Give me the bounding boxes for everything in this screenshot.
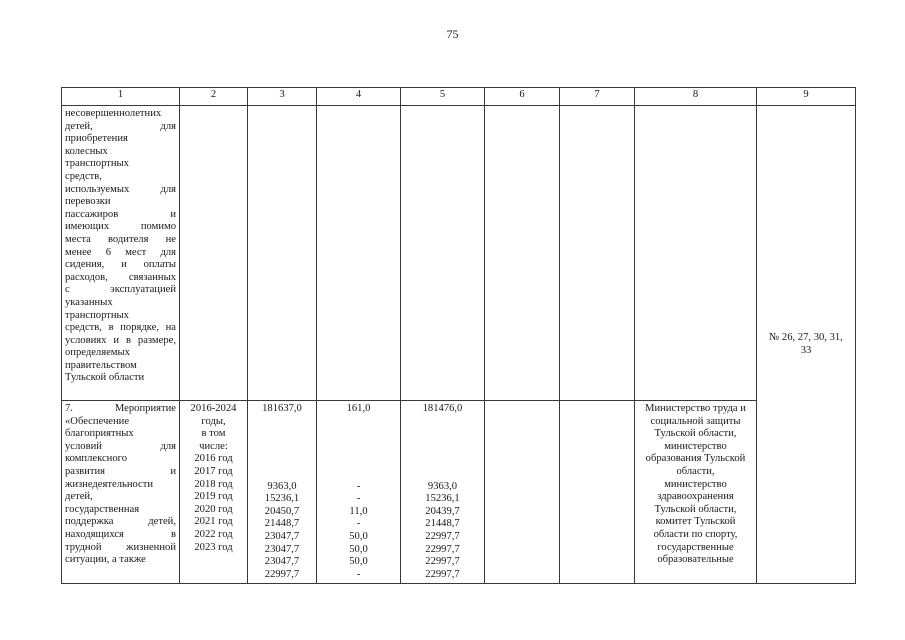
text-line: 20439,7	[425, 505, 460, 517]
text-line: трудной жизненной	[65, 541, 176, 553]
text-line: 22997,7	[425, 543, 460, 555]
references-text	[760, 332, 852, 357]
text-line: 22997,7	[425, 568, 460, 580]
regional-funding-cell	[401, 401, 485, 584]
values-list	[320, 481, 397, 582]
text-line: имеющих помимо	[65, 221, 176, 233]
text-line: средств,	[65, 170, 102, 182]
text-line: правительством	[65, 359, 137, 371]
empty-cell	[248, 106, 317, 401]
text-line: 2020 год	[194, 503, 233, 515]
text-line: № 26, 27, 30, 31,	[769, 332, 843, 344]
text-line: определяемых	[65, 347, 130, 359]
text-line: 7. Мероприятие	[65, 403, 176, 414]
text-line: 11,0	[349, 505, 368, 517]
header-row	[62, 88, 856, 106]
total-value: 181476,0	[422, 403, 463, 414]
text-line: 50,0	[349, 543, 368, 555]
empty-cell	[485, 106, 560, 401]
text-line: детей,	[65, 491, 93, 503]
values-list	[251, 481, 313, 582]
text-line: условий для	[65, 440, 176, 452]
executors-cell	[635, 401, 757, 584]
text-line: поддержка детей,	[65, 516, 176, 528]
text-line: 23047,7	[264, 530, 300, 542]
federal-funding-cell	[317, 401, 401, 584]
text-line: 22997,7	[425, 556, 460, 568]
header-cell: 3	[248, 88, 317, 106]
text-line: транспортных	[65, 309, 129, 321]
page-number: 75	[446, 27, 459, 41]
text-line: 15236,1	[425, 493, 460, 505]
text-line: 23047,7	[264, 556, 300, 568]
text-line: области,	[676, 465, 715, 477]
total-value: 161,0	[346, 403, 371, 414]
empty-cell	[560, 106, 635, 401]
text-line: государственная	[65, 503, 140, 515]
text-line: средств, в порядке, на	[65, 322, 176, 334]
description-cell	[62, 106, 180, 401]
total-funding-cell	[248, 401, 317, 584]
text-line: расходов, связанных	[65, 271, 176, 283]
text-line: жизнедеятельности	[65, 478, 154, 490]
text-line: 2016-2024	[190, 403, 237, 414]
years-list	[183, 453, 244, 554]
text-line: места водителя не	[65, 233, 176, 245]
text-line: годы,	[201, 415, 226, 427]
text-line: пассажиров и	[65, 208, 176, 220]
executors-text	[638, 403, 753, 567]
text-line: здравоохранения	[657, 491, 734, 503]
program-table	[61, 87, 856, 584]
text-line: детей, для	[65, 120, 176, 132]
text-line: используемых для	[65, 183, 176, 195]
text-line: с эксплуатацией	[65, 284, 176, 296]
text-line: -	[356, 493, 361, 505]
text-line: в том	[201, 428, 226, 440]
text-line: Министерство труда и	[645, 403, 746, 414]
total-value: 181637,0	[262, 403, 302, 414]
text-line: «Обеспечение	[65, 415, 130, 427]
empty-cell	[635, 106, 757, 401]
text-line: числе:	[199, 440, 228, 452]
text-line: 9363,0	[267, 480, 297, 492]
text-line: перевозки	[65, 196, 111, 208]
header-cell: 1	[62, 88, 180, 106]
text-line: 2023 год	[194, 541, 233, 553]
text-line: условиях и в размере,	[65, 334, 176, 346]
description-text	[65, 108, 176, 385]
text-line: несовершеннолетних	[65, 108, 162, 119]
text-line: -	[356, 568, 361, 580]
text-line: 33	[800, 344, 812, 356]
empty-cell	[485, 401, 560, 584]
text-line: указанных	[65, 296, 113, 308]
text-line: образовательные	[657, 554, 734, 566]
text-line: области по спорту,	[653, 528, 738, 540]
text-line: сидения, и оплаты	[65, 259, 176, 271]
text-line: 21448,7	[425, 518, 460, 530]
text-line: -	[356, 518, 361, 530]
text-line: 50,0	[349, 530, 368, 542]
header-cell: 8	[635, 88, 757, 106]
text-line: социальной защиты	[650, 415, 741, 427]
values-list	[404, 481, 481, 582]
empty-cell	[401, 106, 485, 401]
text-line: 2019 год	[194, 491, 233, 503]
text-line: ситуации, а также	[65, 554, 146, 566]
text-line: Тульской области,	[654, 428, 737, 440]
text-line: 9363,0	[427, 480, 458, 492]
header-cell: 7	[560, 88, 635, 106]
empty-cell	[180, 106, 248, 401]
empty-cell	[560, 401, 635, 584]
empty-cell	[317, 106, 401, 401]
text-line: 2018 год	[194, 478, 233, 490]
text-line: комитет Тульской	[655, 516, 736, 528]
period-text	[183, 403, 244, 453]
text-line: 2021 год	[194, 516, 233, 528]
text-line: менее 6 мест для	[65, 246, 176, 258]
text-line: министерство	[664, 440, 727, 452]
text-line: государственные	[657, 541, 734, 553]
table-row	[62, 401, 856, 584]
text-line: развития и	[65, 465, 176, 477]
text-line: 2017 год	[194, 465, 233, 477]
text-line: комплексного	[65, 453, 127, 465]
period-cell	[180, 401, 248, 584]
text-line: колесных	[65, 145, 108, 157]
header-cell: 4	[317, 88, 401, 106]
header-cell: 5	[401, 88, 485, 106]
header-cell: 6	[485, 88, 560, 106]
header-cell: 9	[757, 88, 856, 106]
text-line: -	[356, 480, 361, 492]
text-line: 21448,7	[264, 518, 300, 530]
text-line: 22997,7	[264, 568, 300, 580]
text-line: Тульской области	[65, 372, 145, 384]
references-cell	[757, 106, 856, 584]
text-line: министерство	[664, 478, 727, 490]
text-line: благоприятных	[65, 428, 134, 440]
table-row	[62, 106, 856, 401]
text-line: 20450,7	[264, 505, 300, 517]
text-line: 23047,7	[264, 543, 300, 555]
text-line: приобретения	[65, 133, 128, 145]
description-cell	[62, 401, 180, 584]
text-line: 15236,1	[264, 493, 300, 505]
description-text	[65, 403, 176, 567]
text-line: 2016 год	[194, 453, 233, 465]
text-line: транспортных	[65, 158, 129, 170]
text-line: 50,0	[349, 556, 368, 568]
text-line: 2022 год	[194, 528, 233, 540]
text-line: образования Тульской	[645, 453, 746, 465]
header-cell: 2	[180, 88, 248, 106]
text-line: находящихся в	[65, 528, 176, 540]
text-line: 22997,7	[425, 530, 460, 542]
text-line: Тульской области,	[654, 503, 737, 515]
